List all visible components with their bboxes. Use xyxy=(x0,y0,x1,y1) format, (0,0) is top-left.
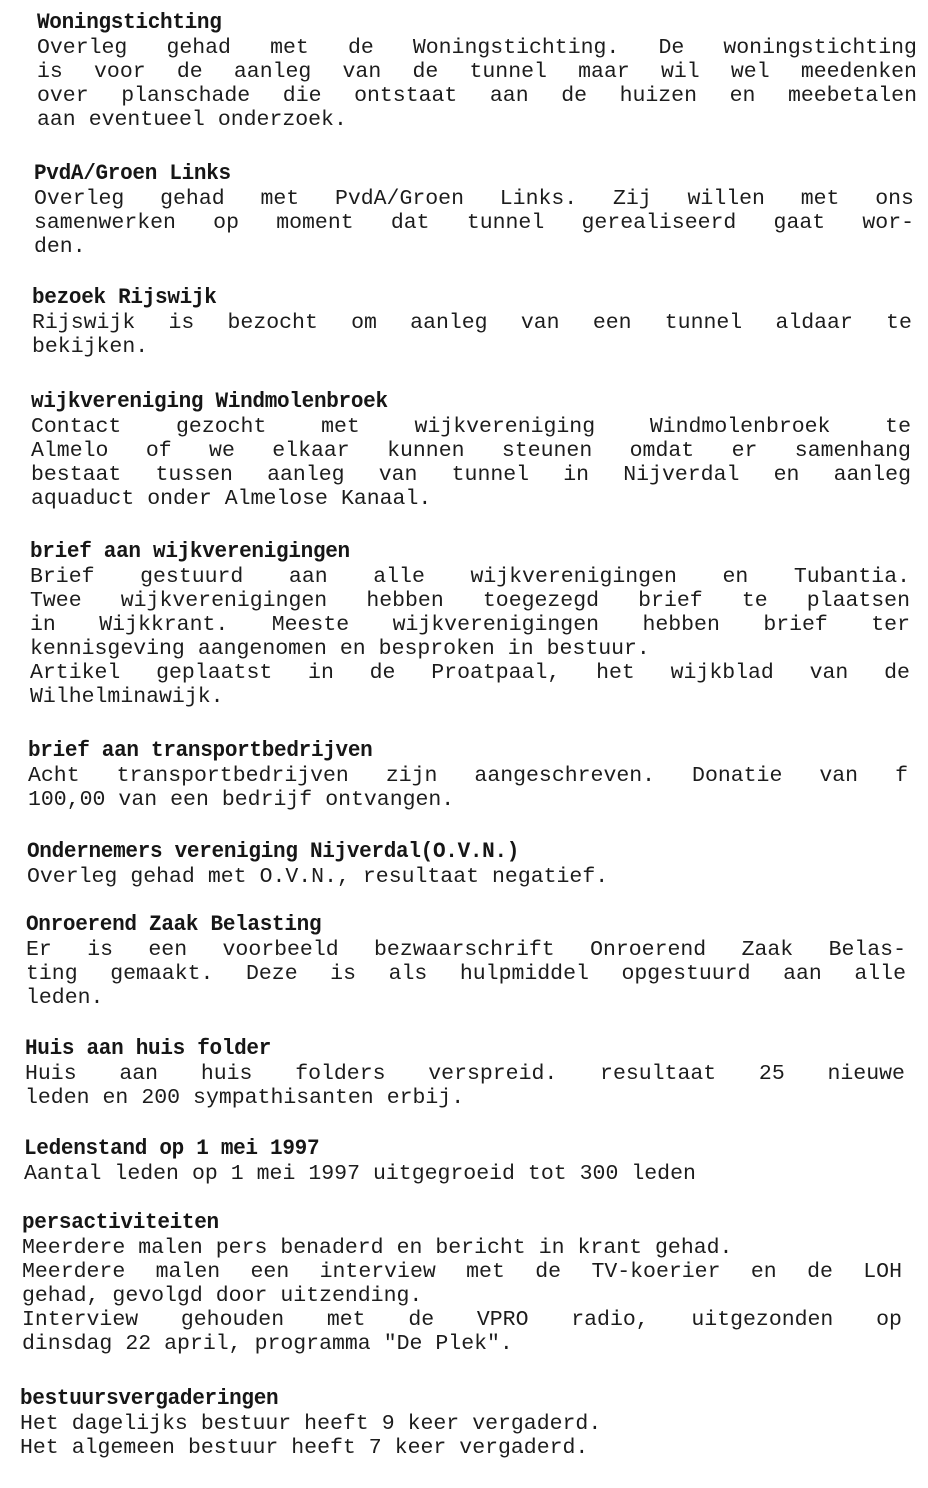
body-line: Overleg gehad met de Woningstichting. De woningstichting xyxy=(37,36,917,60)
section-heading: PvdA/Groen Links xyxy=(34,162,231,187)
body-line: Meerdere malen een interview met de TV-koerier en de LOH xyxy=(22,1260,902,1284)
body-line: Meerdere malen pers benaderd en bericht in krant gehad. xyxy=(22,1236,733,1260)
section-heading: brief aan transportbedrijven xyxy=(28,739,373,764)
section-body xyxy=(20,1412,900,1460)
section-onroerend-zaak-belasting xyxy=(26,914,906,1010)
body-line: Overleg gehad met O.V.N., resultaat negatief. xyxy=(27,865,609,889)
body-line: Aantal leden op 1 mei 1997 uitgegroeid tot 300 leden xyxy=(24,1162,696,1186)
body-line: Interview gehouden met de VPRO radio, uitgezonden op xyxy=(22,1308,902,1332)
section-body xyxy=(24,1162,904,1186)
section-bestuursvergaderingen xyxy=(20,1388,900,1460)
section-body xyxy=(34,187,914,259)
section-pvda-groen-links xyxy=(34,163,914,259)
body-line: samenwerken op moment dat tunnel gerealiseerd gaat wor- xyxy=(34,211,914,235)
section-heading: Ledenstand op 1 mei 1997 xyxy=(24,1137,320,1162)
section-wijkvereniging-windmolenbroek xyxy=(31,391,911,511)
body-line: Acht transportbedrijven zijn aangeschreven. Donatie van f xyxy=(28,764,908,788)
section-body xyxy=(37,36,917,132)
body-line: Twee wijkverenigingen hebben toegezegd brief te plaatsen xyxy=(30,589,910,613)
body-line: Overleg gehad met PvdA/Groen Links. Zij willen met ons xyxy=(34,187,914,211)
body-line: Er is een voorbeeld bezwaarschrift Onroerend Zaak Belas- xyxy=(26,938,906,962)
section-heading: bezoek Rijswijk xyxy=(32,286,217,311)
section-heading: persactiviteiten xyxy=(22,1211,219,1236)
body-line: bestaat tussen aanleg van tunnel in Nijverdal en aanleg xyxy=(31,463,911,487)
section-brief-aan-wijkverenigingen xyxy=(30,541,910,709)
section-body xyxy=(32,311,912,359)
section-body xyxy=(31,415,911,511)
body-line: bekijken. xyxy=(32,335,149,359)
section-heading: Onroerend Zaak Belasting xyxy=(26,913,322,938)
body-line: Wilhelminawijk. xyxy=(30,685,224,709)
section-body xyxy=(28,764,908,812)
section-body xyxy=(26,938,906,1010)
body-line: Contact gezocht met wijkvereniging Windmolenbroek te xyxy=(31,415,911,439)
section-persactiviteiten xyxy=(22,1212,902,1356)
section-heading: Huis aan huis folder xyxy=(25,1037,272,1062)
section-ondernemers-vereniging xyxy=(27,841,907,889)
body-line: in Wijkkrant. Meeste wijkverenigingen hebben brief ter xyxy=(30,613,910,637)
body-line: den. xyxy=(34,235,86,259)
section-huis-aan-huis-folder xyxy=(25,1038,905,1110)
section-body xyxy=(25,1062,905,1110)
section-body xyxy=(22,1236,902,1356)
body-line: kennisgeving aangenomen en besproken in bestuur. xyxy=(30,637,650,661)
body-line: aan eventueel onderzoek. xyxy=(37,108,347,132)
body-line: ting gemaakt. Deze is als hulpmiddel opgestuurd aan alle xyxy=(26,962,906,986)
body-line: Huis aan huis folders verspreid. resultaat 25 nieuwe xyxy=(25,1062,905,1086)
body-line: 100,00 van een bedrijf ontvangen. xyxy=(28,788,455,812)
body-line: Rijswijk is bezocht om aanleg van een tunnel aldaar te xyxy=(32,311,912,335)
body-line: leden en 200 sympathisanten erbij. xyxy=(25,1086,465,1110)
body-line: is voor de aanleg van de tunnel maar wil wel meedenken xyxy=(37,60,917,84)
body-line: Almelo of we elkaar kunnen steunen omdat er samenhang xyxy=(31,439,911,463)
body-line: dinsdag 22 april, programma "De Plek". xyxy=(22,1332,513,1356)
body-line: Artikel geplaatst in de Proatpaal, het wijkblad van de xyxy=(30,661,910,685)
section-ledenstand xyxy=(24,1138,904,1186)
body-line: gehad, gevolgd door uitzending. xyxy=(22,1284,423,1308)
body-line: over planschade die ontstaat aan de huizen en meebetalen xyxy=(37,84,917,108)
section-heading: bestuursvergaderingen xyxy=(20,1387,279,1412)
section-bezoek-rijswijk xyxy=(32,287,912,359)
body-line: leden. xyxy=(26,986,104,1010)
section-body xyxy=(27,865,907,889)
section-heading: Woningstichting xyxy=(37,11,222,36)
section-heading: wijkvereniging Windmolenbroek xyxy=(31,390,388,415)
section-woningstichting xyxy=(37,12,917,132)
section-heading: Ondernemers vereniging Nijverdal(O.V.N.) xyxy=(27,840,520,865)
body-line: aquaduct onder Almelose Kanaal. xyxy=(31,487,432,511)
body-line: Het algemeen bestuur heeft 7 keer vergaderd. xyxy=(20,1436,589,1460)
section-body xyxy=(30,565,910,709)
section-heading: brief aan wijkverenigingen xyxy=(30,540,350,565)
body-line: Brief gestuurd aan alle wijkverenigingen en Tubantia. xyxy=(30,565,910,589)
section-brief-aan-transportbedrijven xyxy=(28,740,908,812)
body-line: Het dagelijks bestuur heeft 9 keer vergaderd. xyxy=(20,1412,602,1436)
